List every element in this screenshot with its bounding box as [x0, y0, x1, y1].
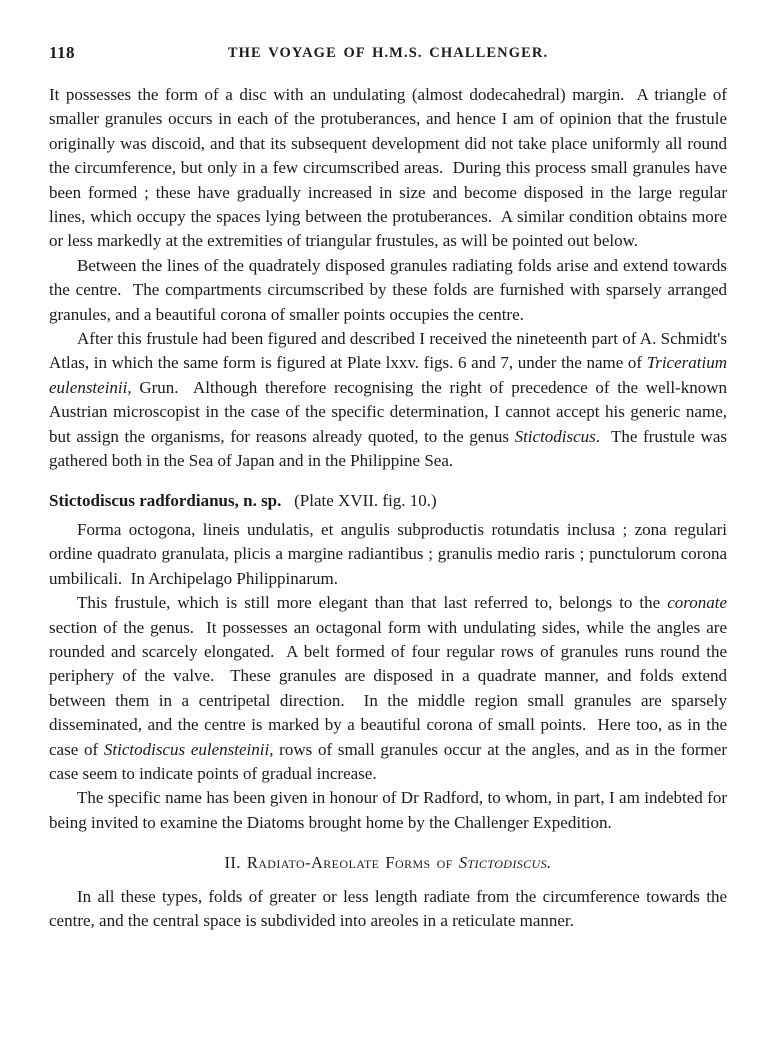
paragraph	[49, 591, 732, 786]
paragraph	[49, 885, 732, 934]
text-run: , rows of small granules occur at the angles, and as in the former case seem to indicate points of gradual increase.	[49, 739, 732, 783]
page-header	[49, 42, 727, 66]
text-run: Triceratium eulensteinii	[49, 353, 732, 397]
text-run: In all these types, folds of greater or less length radiate from the circumference towards the centre, and the central space is subdivided into areoles in a reticulate manner.	[49, 886, 732, 930]
text-run: . The frustule was gathered both in the Sea of Japan and in the Philippine Sea.	[49, 426, 732, 471]
paragraph	[49, 786, 732, 835]
text-run: Stictodiscus eulensteinii	[103, 739, 270, 759]
text-run: The specific name has been given in honour of Dr Radford, to whom, in part, I am indebted for being invited to examine the Diatoms brought home by the Challenger Expedition.	[49, 788, 732, 832]
text-run: Radiato-Areolate Forms of	[246, 853, 459, 873]
paragraph	[49, 327, 732, 473]
text-run: , Grun. Although therefore recognising the right of precedence of the well-known Austrian microscopist in the case of the specific determination, I cannot accept his generic name, but assign the organisms, for reasons already quoted, to the genus	[49, 377, 732, 446]
section-heading	[49, 851, 727, 875]
text-run: coronate	[667, 593, 727, 613]
text-run: Stictodiscus.	[458, 853, 552, 873]
text-run: section of the genus. It possesses an octagonal form with undulating sides, while the angles are rounded and scarcely elongated. A belt formed of four regular rows of granules runs round the periphery of the valve. These granules are disposed in a quadrate manner, and folds extend between them in a centripetal direction. In the middle region small granules are sparsely disseminated, and the centre is marked by a beautiful corona of small points. Here too, as in the case of	[49, 593, 732, 759]
text-run: It possesses the form of a disc with an undulating (almost dodecahedral) margin. A triangle of smaller granules occurs in each of the protuberances, and hence I am of opinion that the frustule originally was discoid, and that its subsequent development did not take place uniformly all round the circumference, but only in a few circumscribed areas. During this process small granules have been formed ; these have gradually increased in size and become disposed in the large regular lines, which occupy the spaces lying between the protuberances. A similar condition obtains more or less markedly at the extremities of triangular frustules, as will be pointed out below.	[49, 85, 732, 251]
paragraph	[49, 83, 732, 254]
text-run: Forma octogona, lineis undulatis, et angulis subproductis rotundatis inclusa ; zona regulari ordine quadrato granulata, plicis a margine radiantibus ; granulis medio raris ; punctulorum corona umbilicali. In Archipelago Philippinarum.	[49, 519, 732, 588]
page-body	[49, 83, 732, 933]
text-run: After this frustule had been figured and described I received the nineteenth part of A. Schmidt's Atlas, in which the same form is figured at Plate lxxv. figs. 6 and 7, under the name of	[49, 329, 731, 373]
text-run: II.	[224, 853, 247, 873]
text-run: (Plate XVII. fig. 10.)	[281, 490, 437, 510]
page-number: 118	[49, 43, 76, 62]
running-title: THE VOYAGE OF H.M.S. CHALLENGER.	[227, 45, 549, 61]
species-heading	[49, 489, 727, 513]
text-run: Stictodiscus	[514, 426, 596, 446]
paragraph	[49, 518, 732, 591]
text-run: Stictodiscus radfordianus, n. sp.	[49, 490, 282, 510]
text-run: Between the lines of the quadrately disposed granules radiating folds arise and extend towards the centre. The compartments circumscribed by these folds are furnished with sparsely arranged granules, and a beautiful corona of smaller points occupies the centre.	[49, 255, 732, 324]
paragraph	[49, 254, 732, 327]
text-run: This frustule, which is still more elegant than that last referred to, belongs to the	[77, 593, 668, 613]
